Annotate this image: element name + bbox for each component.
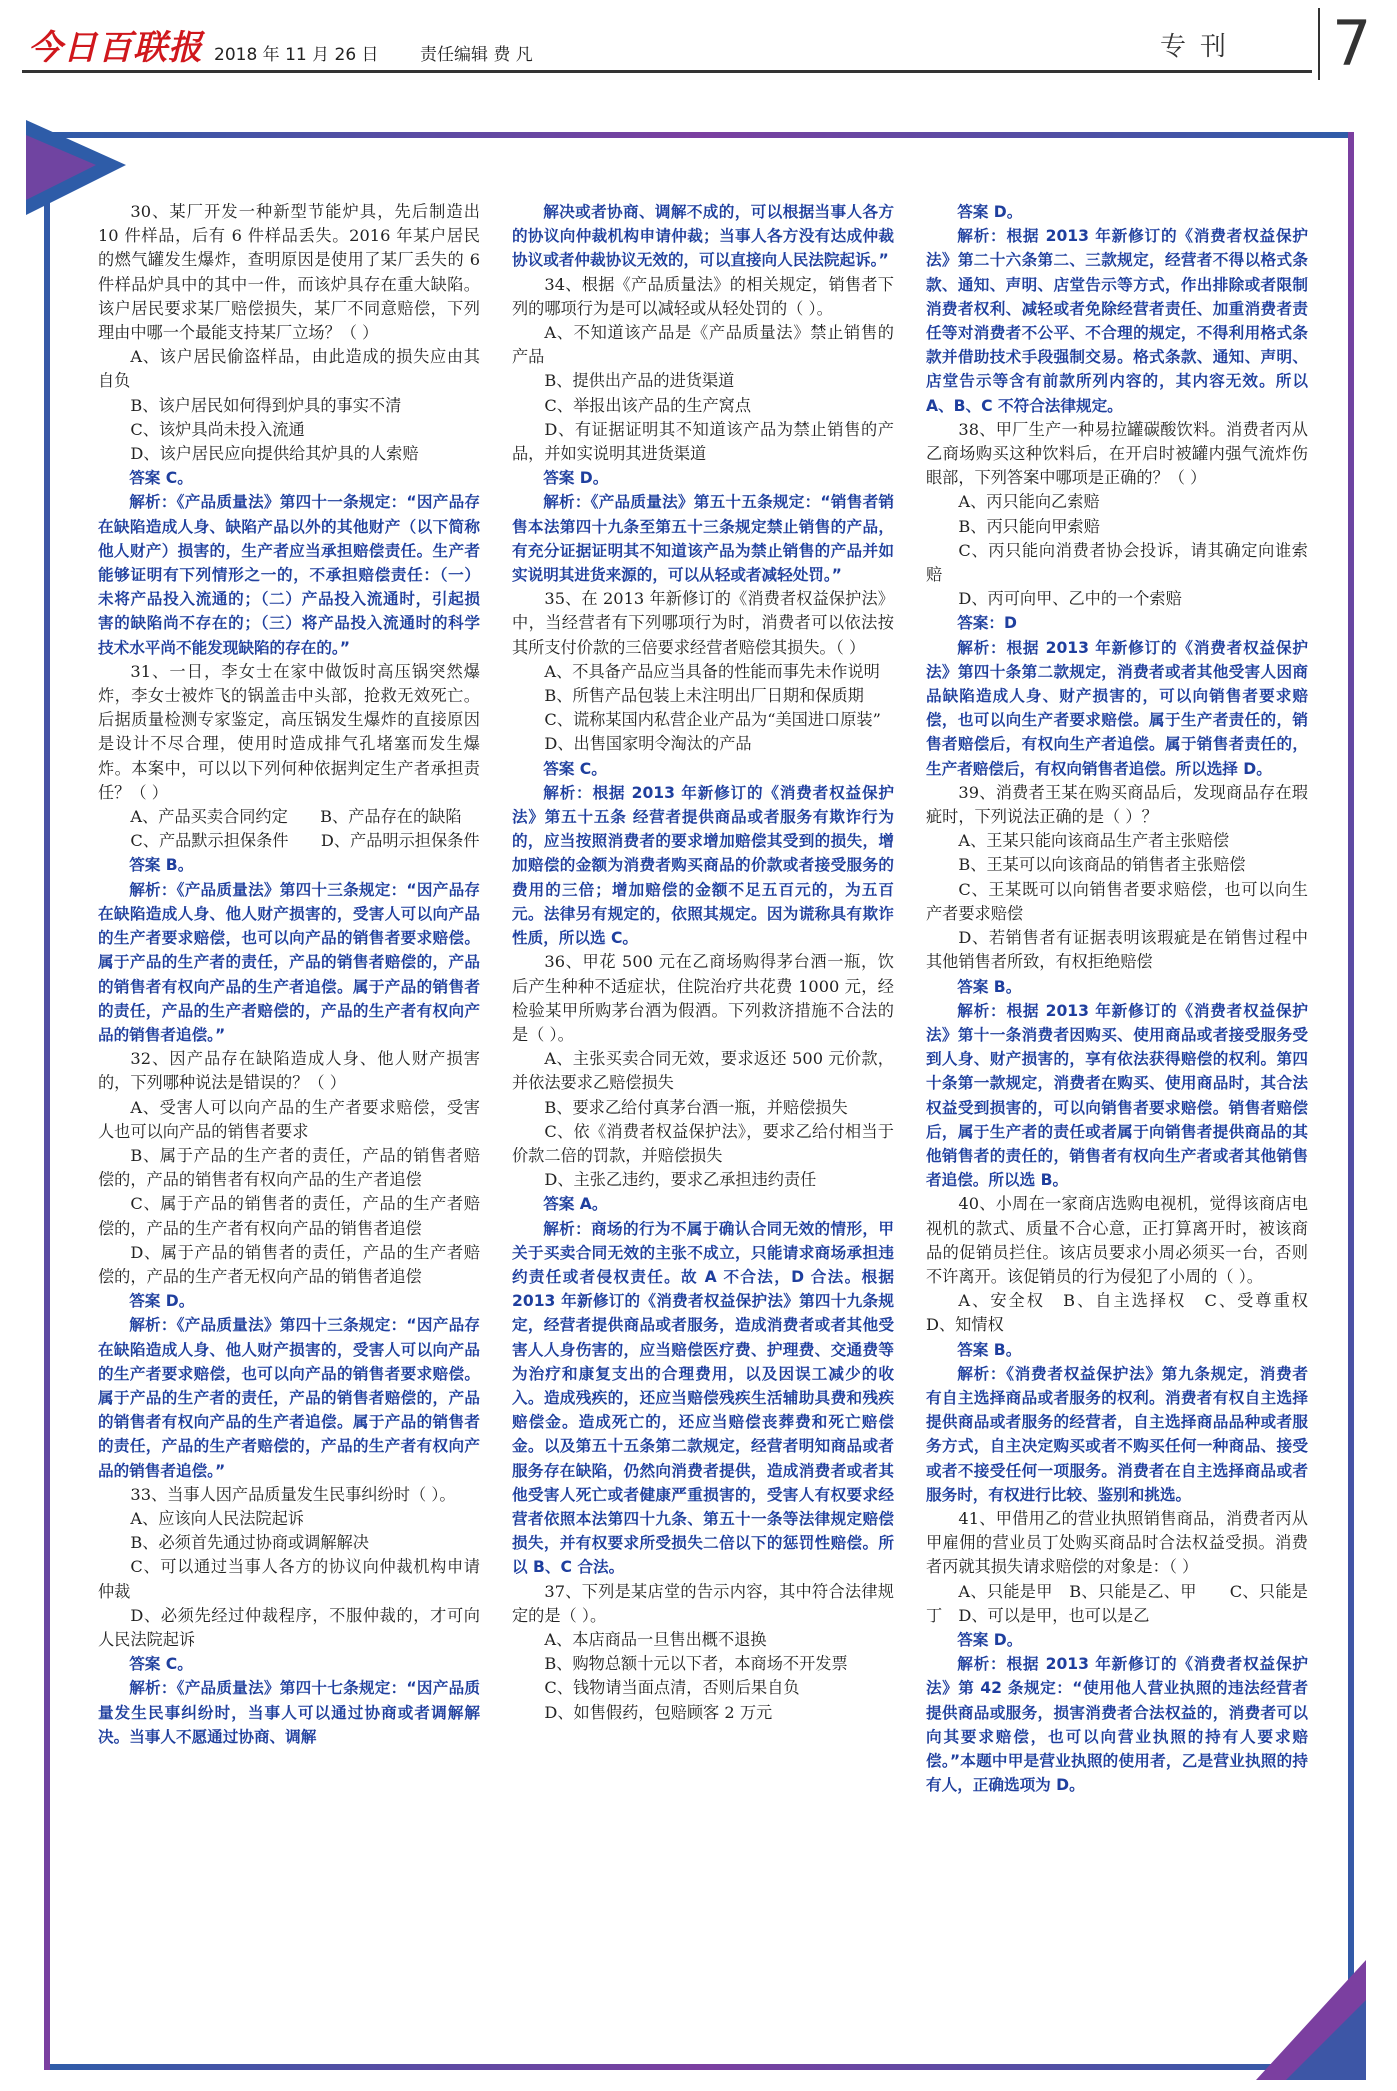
- question-paragraph: A、不具备产品应当具备的性能而事先未作说明: [544, 661, 880, 681]
- question-paragraph: A、安全权 B、自主选择权 C、受尊重权 D、知情权: [926, 1291, 1325, 1335]
- question-paragraph: B、所售产品包装上未注明出厂日期和保质期: [544, 686, 864, 706]
- question-paragraph: B、购物总额十元以下者，本商场不开发票: [544, 1654, 848, 1674]
- question-paragraph: C、该炉具尚未投入流通: [130, 419, 305, 439]
- answer-paragraph: 解析：根据 2013 年新修订的《消费者权益保护法》第 42 条规定：“使用他人营业执照的违法经营者提供商品或服务，损害消费者合法权益的，消费者可以向其要求赔偿，也可以向营业执照的持有人要求赔偿。”本题中甲是营业执照的使用者，乙是营业执照的持有人，正确选项为 D。: [926, 1655, 1308, 1795]
- question-paragraph: B、必须首先通过协商或调解解决: [130, 1533, 369, 1553]
- section-title: 专刊: [1160, 32, 1241, 62]
- question-paragraph: C、产品默示担保条件 D、产品明示担保条件: [130, 831, 480, 851]
- answer-paragraph: 答案 B。: [957, 977, 1022, 996]
- answer-paragraph: 解析：《产品质量法》第四十三条规定：“因产品存在缺陷造成人身、他人财产损害的，受害人可以向产品的生产者要求赔偿，也可以向产品的销售者要求赔偿。属于产品的生产者的责任，产品的销售者赔偿的，产品的销售者有权向产品的生产者追偿。属于产品的销售者的责任，产品的生产者赔偿的，产品的生产者有权向产品的销售者追偿。”: [98, 1316, 480, 1480]
- text-column-3: [926, 200, 1325, 2030]
- answer-paragraph: 答案 D。: [543, 469, 609, 488]
- question-paragraph: 30、某厂开发一种新型节能炉具，先后制造出 10 件样品，后有 6 件样品丢失。2016 年某户居民的燃气罐发生爆炸，查明原因是使用了某厂丢失的 6 件样品炉具中的其中一件，而该炉具存在重大缺陷。该户居民要求某厂赔偿损失，某厂不同意赔偿，下列理由中哪一个最能支持某厂立场？（ ）: [98, 202, 480, 343]
- question-paragraph: 38、甲厂生产一种易拉罐碳酸饮料。消费者丙从乙商场购买这种饮料后，在开启时被罐内强气流炸伤眼部，下列答案中哪项是正确的？（ ）: [926, 419, 1308, 488]
- question-paragraph: A、产品买卖合同约定 B、产品存在的缺陷: [130, 807, 462, 827]
- question-paragraph: D、必须先经过仲裁程序，不服仲裁的，才可向人民法院起诉: [98, 1605, 480, 1649]
- answer-paragraph: 解析：商场的行为不属于确认合同无效的情形，甲关于买卖合同无效的主张不成立，只能请求商场承担违约责任或者侵权责任。故 A 不合法，D 合法。根据 2013 年新修订的《消费者权益保护法》第四十九条规定，经营者提供商品或者服务，造成消费者或者其他受害人人身伤害的，应当赔偿医疗费、护理费、交通费等为治疗和康复支出的合理费用，以及因误工减少的收入。造成残疾的，还应当赔偿残疾生活辅助具费和残疾赔偿金。造成死亡的，还应当赔偿丧葬费和死亡赔偿金。以及第五十五条第二款规定，经营者明知商品或者服务存在缺陷，仍然向消费者提供，造成消费者或者其他受害人死亡或者健康严重损害的，受害人有权要求经营者依照本法第四十九条、第五十一条等法律规定赔偿损失，并有权要求所受损失二倍以下的惩罚性赔偿。所以 B、C 合法。: [512, 1219, 894, 1577]
- question-paragraph: D、主张乙违约，要求乙承担违约责任: [544, 1170, 817, 1190]
- question-paragraph: D、若销售者有证据表明该瑕疵是在销售过程中其他销售者所致，有权拒绝赔偿: [926, 928, 1308, 972]
- question-paragraph: D、有证据证明其不知道该产品为禁止销售的产品，并如实说明其进货渠道: [512, 419, 894, 464]
- question-paragraph: 33、当事人因产品质量发生民事纠纷时（ ）。: [130, 1484, 456, 1504]
- text-column-1: [98, 200, 480, 2030]
- question-paragraph: 31、一日，李女士在家中做饭时高压锅突然爆炸，李女士被炸飞的锅盖击中头部，抢救无效死亡。后据质量检测专家鉴定，高压锅发生爆炸的直接原因是设计不尽合理，使用时造成排气孔堵塞而发生爆炸。本案中，可以以下列何种依据判定生产者承担责任？（ ）: [98, 661, 480, 802]
- frame-top-border: [44, 132, 1354, 138]
- question-paragraph: C、可以通过当事人各方的协议向仲裁机构申请仲裁: [98, 1557, 480, 1601]
- question-paragraph: A、该户居民偷盗样品，由此造成的损失应由其自负: [98, 347, 480, 391]
- answer-paragraph: 解析：《产品质量法》第四十七条规定：“因产品质量发生民事纠纷时，当事人可以通过协商或者调解解决。当事人不愿通过协商、调解: [98, 1679, 480, 1746]
- answer-paragraph: 答案 C。: [543, 759, 607, 778]
- question-paragraph: C、谎称某国内私营企业产品为“美国进口原装”: [544, 710, 881, 730]
- question-paragraph: D、出售国家明令淘汰的产品: [544, 734, 752, 754]
- question-paragraph: A、不知道该产品是《产品质量法》禁止销售的产品: [512, 323, 894, 367]
- question-paragraph: C、王某既可以向销售者要求赔偿，也可以向生产者要求赔偿: [926, 879, 1308, 923]
- answer-paragraph: 答案 C。: [129, 1655, 193, 1674]
- question-paragraph: 35、在 2013 年新修订的《消费者权益保护法》中，当经营者有下列哪项行为时，消费者可以依法按其所支付价款的三倍要求经营者赔偿其损失。（ ）: [512, 589, 894, 657]
- answer-paragraph: 答案 D。: [957, 203, 1023, 221]
- question-paragraph: 40、小周在一家商店选购电视机，觉得该商店电视机的款式、质量不合心意，正打算离开时，被该商品的促销员拦住。该店员要求小周必须买一台，否则不许离开。该促销员的行为侵犯了小周的（ ）。: [926, 1194, 1308, 1286]
- answer-paragraph: 解析：根据 2013 年新修订的《消费者权益保护法》第十一条消费者因购买、使用商品或者接受服务受到人身、财产损害的，享有依法获得赔偿的权利。第四十条第一款规定，消费者在购买、使用商品时，其合法权益受到损害的，可以向销售者要求赔偿。销售者赔偿后，属于生产者的责任或者属于向销售者提供商品的其他销售者的责任的，销售者有权向生产者或者其他销售者追偿。所以选 B。: [926, 1001, 1308, 1190]
- newspaper-logo: 今日百联报: [28, 28, 203, 68]
- answer-paragraph: 答案 B。: [957, 1340, 1022, 1359]
- question-paragraph: 41、甲借用乙的营业执照销售商品，消费者丙从甲雇佣的营业员丁处购买商品时合法权益受损。消费者丙就其损失请求赔偿的对象是：（ ）: [926, 1508, 1308, 1577]
- question-paragraph: C、举报出该产品的生产窝点: [544, 395, 752, 415]
- question-paragraph: D、丙可向甲、乙中的一个索赔: [958, 589, 1182, 609]
- question-paragraph: 39、消费者王某在购买商品后，发现商品存在瑕疵时，下列说法正确的是（ ）？: [926, 782, 1308, 827]
- question-paragraph: A、受害人可以向产品的生产者要求赔偿，受害人也可以向产品的销售者要求: [98, 1097, 480, 1141]
- frame-bottom-border: [44, 2064, 1354, 2070]
- answer-paragraph: 解析：《产品质量法》第四十三条规定：“因产品存在缺陷造成人身、他人财产损害的，受害人可以向产品的生产者要求赔偿，也可以向产品的销售者要求赔偿。属于产品的生产者的责任，产品的销售者赔偿的，产品的销售者有权向产品的生产者追偿。属于产品的销售者的责任，产品的生产者赔偿的，产品的生产者有权向产品的销售者追偿。”: [98, 880, 480, 1044]
- question-paragraph: B、提供出产品的进货渠道: [544, 371, 735, 391]
- question-paragraph: C、属于产品的销售者的责任，产品的生产者赔偿的，产品的生产者有权向产品的销售者追偿: [98, 1194, 480, 1238]
- question-paragraph: A、本店商品一旦售出概不退换: [544, 1629, 767, 1649]
- responsible-editor: 责任编辑 费 凡: [420, 45, 533, 65]
- text-column-2: [512, 200, 894, 2030]
- header-rule: [22, 70, 1312, 73]
- answer-paragraph: 解析：根据 2013 年新修订的《消费者权益保护法》第二十六条第二、三款规定，经营者不得以格式条款、通知、声明、店堂告示等方式，作出排除或者限制消费者权利、减轻或者免除经营者责任、加重消费者责任等对消费者不公平、不合理的规定，不得利用格式条款并借助技术手段强制交易。格式条款、通知、声明、店堂告示等含有前款所列内容的，其内容无效。所以 A、B、C 不符合法律规定。: [926, 227, 1308, 415]
- question-paragraph: B、该户居民如何得到炉具的事实不清: [130, 395, 402, 415]
- answer-paragraph: 解决或者协商、调解不成的，可以根据当事人各方的协议向仲裁机构申请仲裁；当事人各方没有达成仲裁协议或者仲裁协议无效的，可以直接向人民法院起诉。”: [512, 203, 894, 270]
- answer-paragraph: 解析：根据 2013 年新修订的《消费者权益保护法》第五十五条 经营者提供商品或者服务有欺诈行为的，应当按照消费者的要求增加赔偿其受到的损失，增加赔偿的金额为消费者购买商品的价款或者接受服务的费用的三倍；增加赔偿的金额不足五百元的，为五百元。法律另有规定的，依照其规定。因为谎称具有欺诈性质，所以选 C。: [512, 783, 894, 948]
- question-paragraph: D、属于产品的销售者的责任，产品的生产者赔偿的，产品的生产者无权向产品的销售者追偿: [98, 1242, 480, 1286]
- page-number: 7: [1318, 8, 1371, 80]
- question-paragraph: 32、因产品存在缺陷造成人身、他人财产损害的，下列哪种说法是错误的？（ ）: [98, 1049, 480, 1093]
- answer-paragraph: 答案 B。: [129, 856, 194, 875]
- issue-date: 2018 年 11 月 26 日: [214, 45, 379, 65]
- question-paragraph: 34、根据《产品质量法》的相关规定，销售者下列的哪项行为是可以减轻或从轻处罚的（ ）。: [512, 274, 894, 318]
- answer-paragraph: 解析：《产品质量法》第四十一条规定：“因产品存在缺陷造成人身、缺陷产品以外的其他财产（以下简称他人财产）损害的，生产者应当承担赔偿责任。生产者能够证明有下列情形之一的，不承担赔偿责任：（一）未将产品投入流通的；（二）产品投入流通时，引起损害的缺陷尚不存在的；（三）将产品投入流通时的科学技术水平尚不能发现缺陷的存在的。”: [98, 493, 480, 657]
- question-paragraph: C、丙只能向消费者协会投诉，请其确定向谁索赔: [926, 540, 1308, 585]
- question-paragraph: B、丙只能向甲索赔: [958, 516, 1100, 536]
- question-paragraph: C、依《消费者权益保护法》，要求乙给付相当于价款二倍的罚款，并赔偿损失: [512, 1121, 894, 1165]
- question-paragraph: D、如售假药，包赔顾客 2 万元: [544, 1702, 773, 1722]
- question-paragraph: C、钱物请当面点清，否则后果自负: [544, 1678, 800, 1698]
- question-paragraph: A、主张买卖合同无效，要求返还 500 元价款，并依法要求乙赔偿损失: [512, 1049, 894, 1093]
- answer-paragraph: 解析：《产品质量法》第五十五条规定：“销售者销售本法第四十九条至第五十三条规定禁止销售的产品，有充分证据证明其不知道该产品为禁止销售的产品并如实说明其进货来源的，可以从轻或者减轻处罚。”: [512, 493, 894, 585]
- question-paragraph: A、应该向人民法院起诉: [130, 1508, 304, 1528]
- answer-paragraph: 答案 D。: [129, 1292, 195, 1311]
- question-paragraph: A、丙只能向乙索赔: [958, 492, 1100, 512]
- answer-paragraph: 解析：根据 2013 年新修订的《消费者权益保护法》第四十条第二款规定，消费者或者其他受害人因商品缺陷造成人身、财产损害的，可以向销售者要求赔偿，也可以向生产者要求赔偿。属于生产者责任的，销售者赔偿后，有权向生产者追偿。属于销售者责任的，生产者赔偿后，有权向销售者追偿。所以选择 D。: [926, 638, 1308, 778]
- question-paragraph: 37、下列是某店堂的告示内容，其中符合法律规定的是（ ）。: [512, 1581, 894, 1625]
- question-paragraph: 36、甲花 500 元在乙商场购得茅台酒一瓶，饮后产生种种不适症状，住院治疗共花费 1000 元，经检验某甲所购茅台酒为假酒。下列救济措施不合法的是（ ）。: [512, 952, 894, 1044]
- answer-paragraph: 解析：《消费者权益保护法》第九条规定，消费者有自主选择商品或者服务的权利。消费者有权自主选择提供商品或者服务的经营者，自主选择商品品种或者服务方式，自主决定购买或者不购买任何一种商品、接受或者不接受任何一项服务。消费者在自主选择商品或者服务时，有权进行比较、鉴别和挑选。: [926, 1364, 1308, 1504]
- question-paragraph: B、要求乙给付真茅台酒一瓶，并赔偿损失: [544, 1097, 848, 1117]
- answer-paragraph: 答案：D: [957, 614, 1017, 633]
- page-header: [0, 0, 1397, 86]
- article-body: [98, 200, 1325, 2030]
- answer-paragraph: 答案 A。: [543, 1195, 608, 1214]
- question-paragraph: B、属于产品的生产者的责任，产品的销售者赔偿的，产品的销售者有权向产品的生产者追偿: [98, 1145, 480, 1190]
- question-paragraph: B、王某可以向该商品的销售者主张赔偿: [958, 855, 1246, 875]
- frame-left-border: [44, 132, 50, 2070]
- question-paragraph: A、只能是甲 B、只能是乙、甲 C、只能是丁 D、可以是甲，也可以是乙: [926, 1581, 1308, 1625]
- question-paragraph: A、王某只能向该商品生产者主张赔偿: [958, 831, 1230, 851]
- question-paragraph: D、该户居民应向提供给其炉具的人索赔: [130, 444, 419, 464]
- answer-paragraph: 答案 D。: [957, 1630, 1023, 1649]
- frame-right-border: [1348, 132, 1354, 2070]
- answer-paragraph: 答案 C。: [129, 469, 193, 488]
